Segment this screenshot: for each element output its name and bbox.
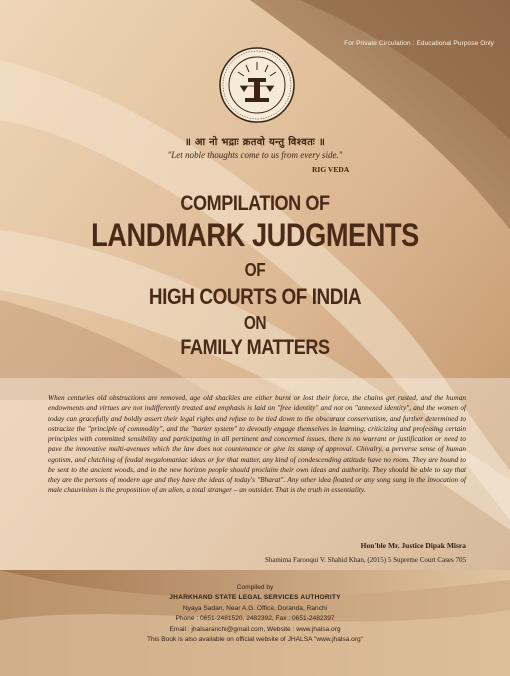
motto-sanskrit: ॥ आ नो भद्राः क्रतवो यन्तु विश्वतः ॥	[184, 137, 326, 148]
title-line-4: HIGH COURTS OF INDIA	[148, 284, 362, 309]
title-line-6: FAMILY MATTERS	[180, 336, 330, 359]
title-line-2: LANDMARK JUDGMENTS	[91, 217, 419, 253]
address: Nyaya Sadan, Near A.G. Office, Doranda, Ranchi	[182, 604, 328, 612]
phone-fax: Phone : 0651-2481520, 2482392, Fax : 0651-2482397	[175, 615, 335, 623]
publisher-footer	[0, 583, 510, 645]
organization-name: JHARKHAND STATE LEGAL SERVICES AUTHORITY	[169, 594, 341, 602]
title-line-1: COMPILATION OF	[180, 192, 330, 215]
circulation-note: For Private Circulation : Educational Purpose Only	[344, 40, 494, 47]
quote-citation: Shamima Farooqui V. Shahid Khan, (2015) 5 Supreme Court Cases 705	[264, 556, 466, 564]
availability-note: This Book is also available on official website of JHALSA "www.jhalsa.org"	[146, 636, 364, 644]
motto-source: RIG VEDA	[312, 165, 350, 174]
motto-translation: "Let noble thoughts come to us from every side."	[167, 150, 343, 160]
compiled-by: Compiled by	[236, 584, 274, 591]
jhalsa-emblem-icon	[218, 46, 296, 124]
title-line-3: OF	[244, 260, 266, 280]
quote-author: Hon'ble Mr. Justice Dipak Misra	[360, 541, 466, 550]
email-website: Email : jhalsaranchi@gmail.com, Website : www.jhalsa.org	[169, 625, 341, 633]
judgment-quote: When centuries old obstructions are removed, age old shackles are either burnt or lost their force, the chains get rusted, and the human endowments and virtues are not indifferently treated and emphasis is laid on "free identity" and not on "annexed identity", and the women of today can gracefully and boldly assert their legal rights and refuse to be tied down to the obscurant conservatism, and further determined to ostracize the "principle of commodity", and the "barter system" to devoutly engage themselves in learning, criticizing and professing certain principles with committed sensibility and participating in all pertinent and concerned issues, there is no warrant or justification or need to pave the innovative multi-avenues which the law does not countenance or give its stamp of approval. Chivalry, a perverse sense of human egotism, and clutching of feudal megalomaniac ideas or for that matter, any kind of condescending attitude have no room. They are bound to be sent to the ancient woods, and in the new horizon people should proclaim their own ideas and authority. They should be able to say that they are the persons of modern age and they have the ideas of today's "Bharat". Any other idea floated or any song sung in the invocation of male chauvinism is the proposition of an alien, a total stranger – an outsider. That is the truth in essentiality.	[48, 393, 466, 495]
title-line-5: ON	[243, 313, 267, 333]
